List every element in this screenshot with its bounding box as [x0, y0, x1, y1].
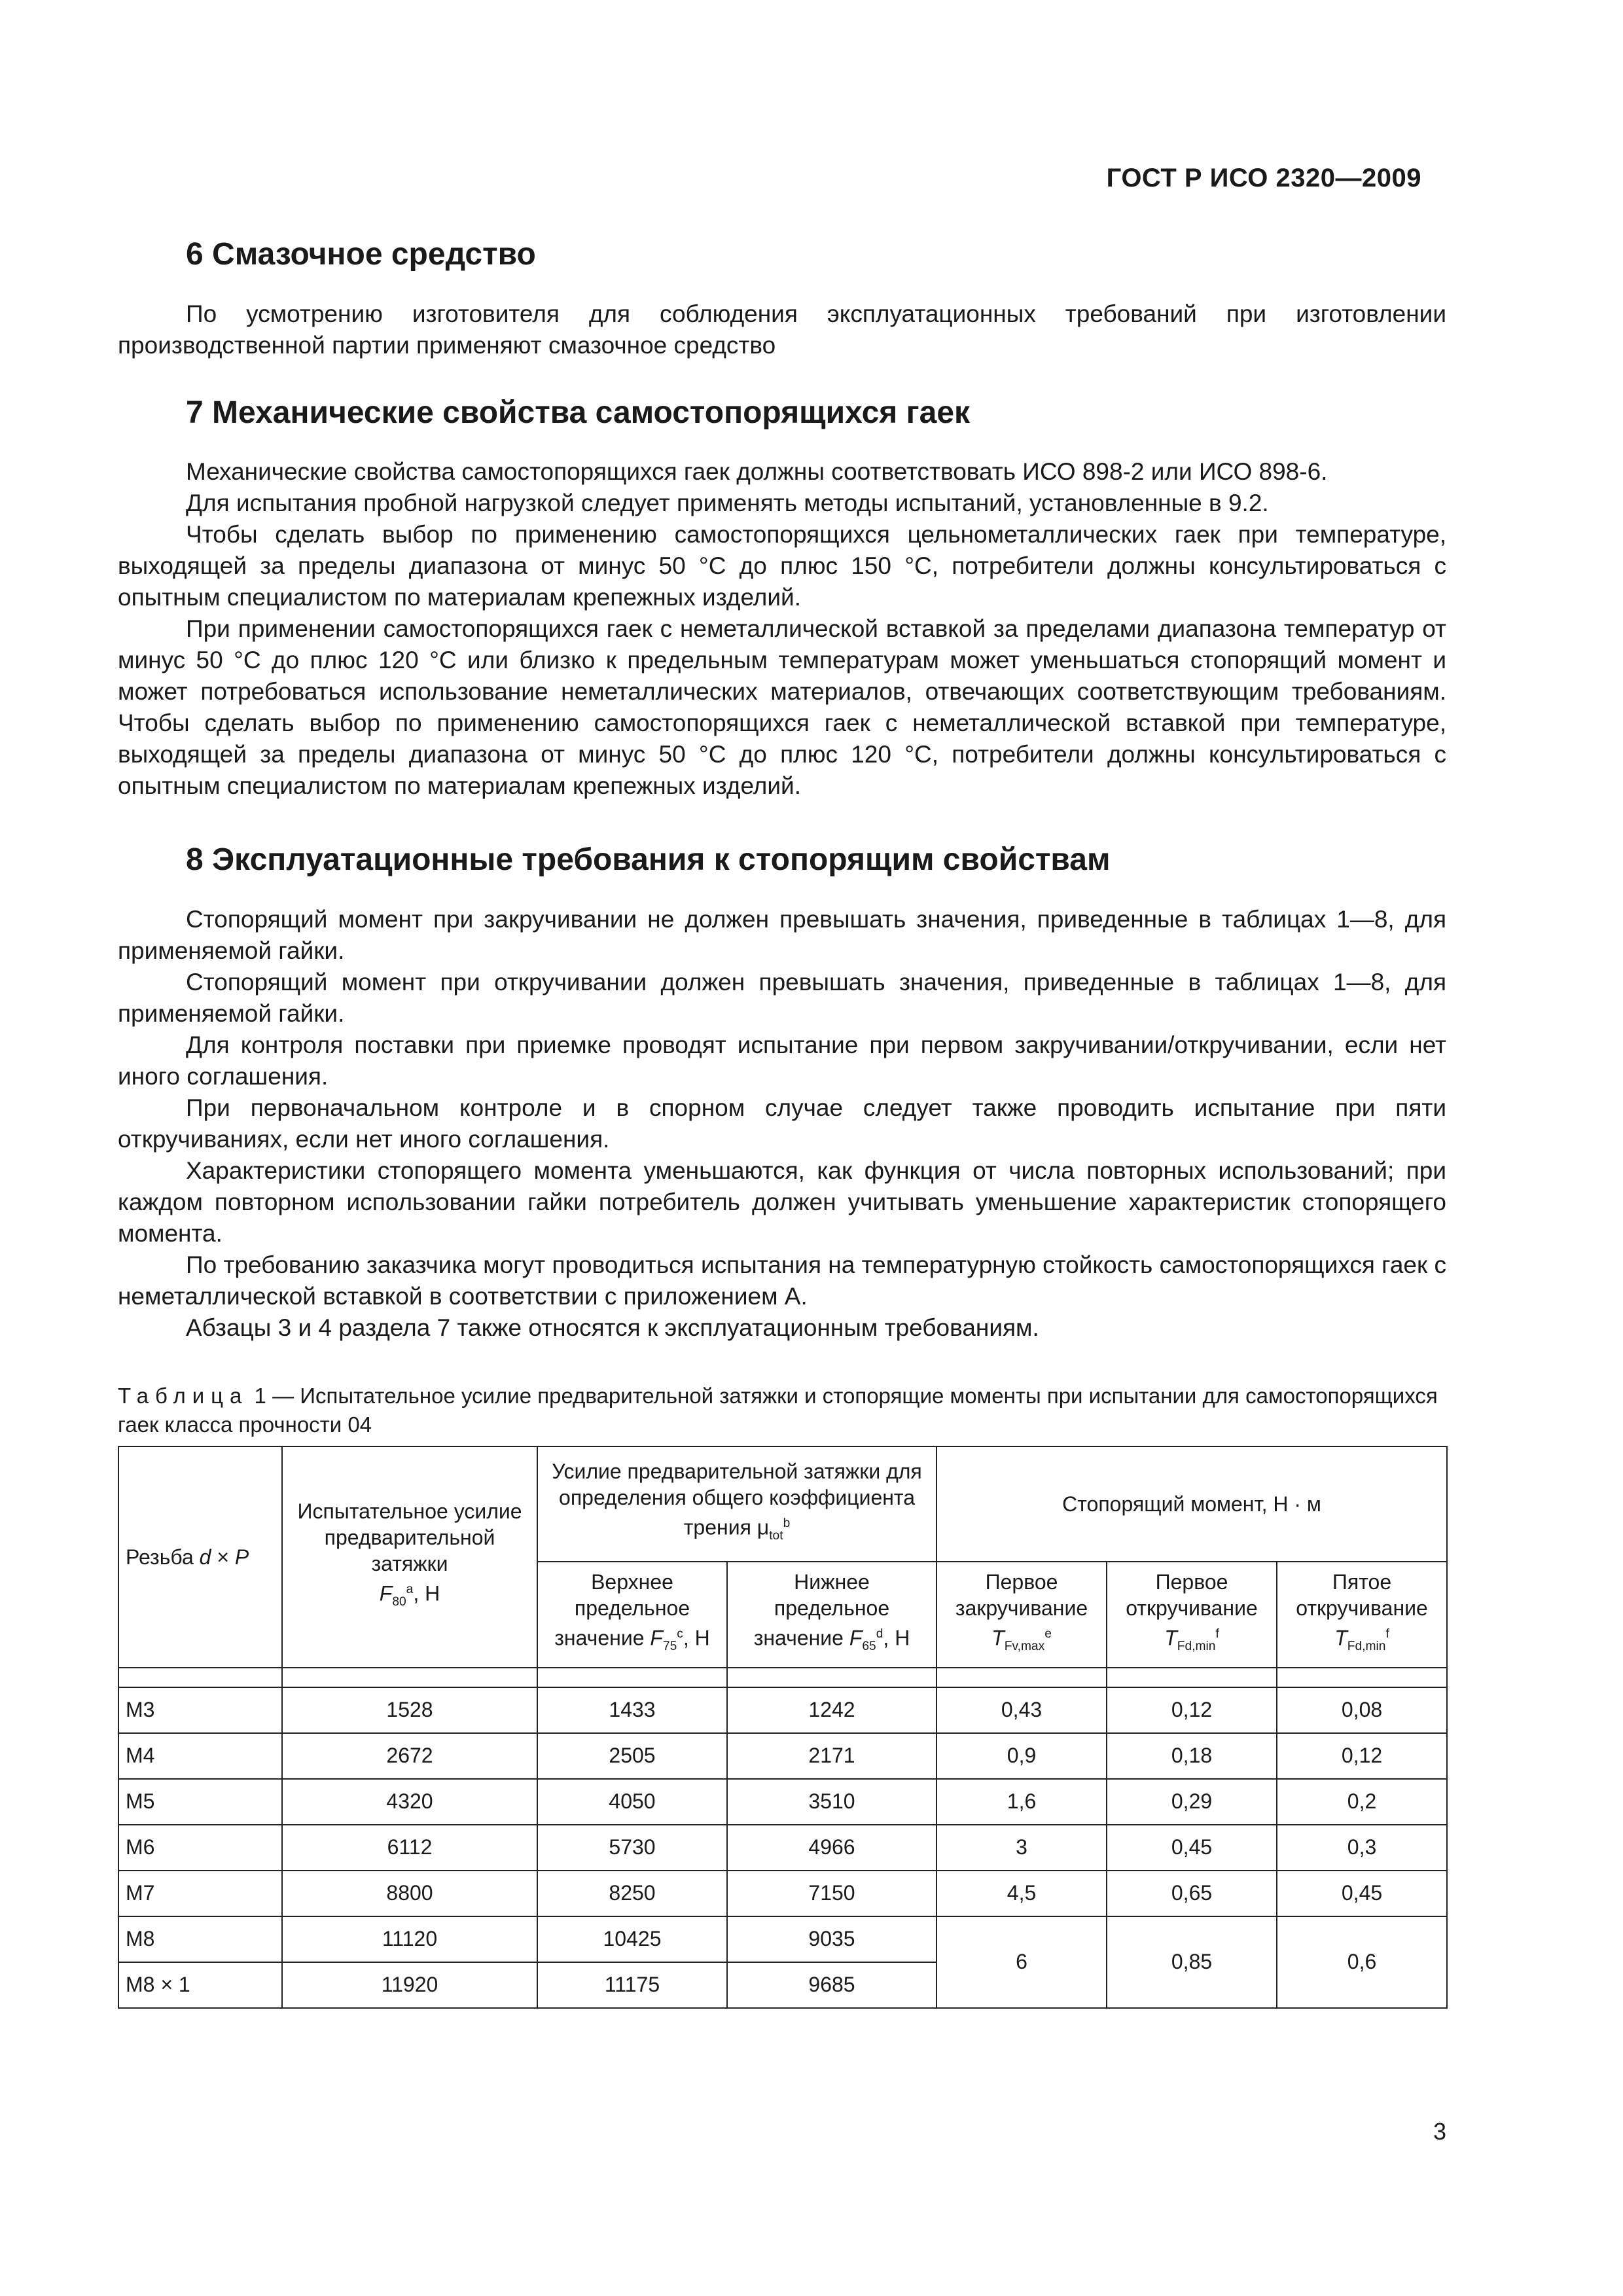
- cell-f65: 3510: [727, 1779, 936, 1825]
- cell-first-loosening: 0,65: [1107, 1871, 1277, 1916]
- cell-thread: М6: [118, 1825, 282, 1871]
- cell-f80: 8800: [282, 1871, 537, 1916]
- paragraph: Механические свойства самостопорящихся гаек должны соответствовать ИСО 898-2 или ИСО 898-6.: [186, 458, 1328, 486]
- cell-f65: 9685: [727, 1962, 936, 2008]
- cell-fifth-loosening: 0,3: [1277, 1825, 1447, 1871]
- table-1-caption: [118, 1382, 1446, 1439]
- paragraph: По усмотрению изготовителя для соблюдения эксплуатационных требований при изготовлении производственной партии применяют смазочное средство: [118, 300, 1446, 359]
- section-7-title: 7 Механические свойства самостопорящихся гаек: [186, 395, 971, 430]
- paragraph: При применении самостопорящихся гаек с неметаллической вставкой за пределами диапазона температур от минус 50 °С до плюс 120 °С или близко к предельным температурам может уменьшаться стопорящий момент и может потребоваться использование неметаллических материалов, отвечающих соответствующим требованиям. Чтобы сделать выбор по применению самостопорящихся гаек с неметаллической вставкой при температуре, выходящей за пределы диапазона от минус 50 °С до плюс 120 °С, потребители должны консультироваться с опытным специалистом по материалам крепежных изделий.: [118, 615, 1446, 800]
- header-first-tightening: Первое закручивание $T_{Fv,max}^e$: [936, 1562, 1107, 1668]
- cell-first-tightening: 6: [936, 1916, 1107, 2008]
- paragraph: Характеристики стопорящего момента уменьшаются, как функция от числа повторных использований; при каждом повторном использовании гайки потребитель должен учитывать уменьшение характеристик стопорящего момента.: [118, 1157, 1446, 1247]
- cell-fifth-loosening: 0,6: [1277, 1916, 1447, 2008]
- table-row: [118, 1733, 1447, 1779]
- cell-thread: М8: [118, 1916, 282, 1962]
- cell-thread: М5: [118, 1779, 282, 1825]
- table-row: [118, 1916, 1447, 1962]
- cell-f80: 6112: [282, 1825, 537, 1871]
- table-row: [118, 1871, 1447, 1916]
- header-spacer-row: [118, 1668, 1447, 1687]
- cell-thread: М4: [118, 1733, 282, 1779]
- header-preload-group: Усилие предварительной затяжки для определения общего коэффициента трения $\mu_{tot}^b$: [537, 1446, 936, 1562]
- header-first-loosening: Первое откручивание $T_{Fd,min}^f$: [1107, 1562, 1277, 1668]
- table-1: [118, 1446, 1448, 2009]
- cell-first-loosening: 0,12: [1107, 1687, 1277, 1733]
- header-fifth-loosening: Пятое откручивание $T_{Fd,min}^f$: [1277, 1562, 1447, 1668]
- cell-fifth-loosening: 0,2: [1277, 1779, 1447, 1825]
- cell-f80: 11920: [282, 1962, 537, 2008]
- cell-first-tightening: 0,9: [936, 1733, 1107, 1779]
- paragraph: Стопорящий момент при откручивании должен превышать значения, приведенные в таблицах 1—8, для применяемой гайки.: [118, 968, 1446, 1027]
- cell-thread: М3: [118, 1687, 282, 1733]
- cell-f65: 2171: [727, 1733, 936, 1779]
- cell-f80: 11120: [282, 1916, 537, 1962]
- paragraph: Для испытания пробной нагрузкой следует применять методы испытаний, установленные в 9.2.: [186, 490, 1269, 517]
- cell-f75: 11175: [537, 1962, 727, 2008]
- document-code: ГОСТ Р ИСО 2320—2009: [1106, 164, 1421, 192]
- header-test-force: Испытательное усилие предварительной затяжки $F_{80}^a$, Н: [282, 1446, 537, 1668]
- cell-f75: 10425: [537, 1916, 727, 1962]
- section-6-title: 6 Смазочное средство: [186, 237, 536, 272]
- cell-first-tightening: 3: [936, 1825, 1107, 1871]
- cell-first-tightening: 4,5: [936, 1871, 1107, 1916]
- header-thread: Резьба d × P: [118, 1446, 282, 1668]
- cell-first-loosening: 0,18: [1107, 1733, 1277, 1779]
- cell-f75: 5730: [537, 1825, 727, 1871]
- cell-fifth-loosening: 0,12: [1277, 1733, 1447, 1779]
- table-row: [118, 1825, 1447, 1871]
- table-caption-label: Таблица: [118, 1383, 249, 1408]
- cell-first-loosening: 0,29: [1107, 1779, 1277, 1825]
- cell-first-loosening: 0,45: [1107, 1825, 1277, 1871]
- paragraph: Для контроля поставки при приемке проводят испытание при первом закручивании/откручивании, если нет иного соглашения.: [118, 1031, 1446, 1090]
- header-upper-limit: Верхнее предельное значение $F_{75}^c$, Н: [537, 1562, 727, 1668]
- cell-thread: М7: [118, 1871, 282, 1916]
- paragraph: Абзацы 3 и 4 раздела 7 также относятся к эксплуатационным требованиям.: [186, 1314, 1039, 1341]
- cell-f65: 9035: [727, 1916, 936, 1962]
- cell-f75: 4050: [537, 1779, 727, 1825]
- cell-f80: 1528: [282, 1687, 537, 1733]
- cell-f75: 2505: [537, 1733, 727, 1779]
- cell-f80: 4320: [282, 1779, 537, 1825]
- cell-first-tightening: 0,43: [936, 1687, 1107, 1733]
- page-number: 3: [1433, 2118, 1446, 2145]
- page-content: [118, 236, 1446, 2009]
- paragraph: Чтобы сделать выбор по применению самостопорящихся цельнометаллических гаек при температуре, выходящей за пределы диапазона от минус 50 °С до плюс 150 °С, потребители должны консультироваться с опытным специалистом по материалам крепежных изделий.: [118, 521, 1446, 611]
- cell-f65: 4966: [727, 1825, 936, 1871]
- cell-fifth-loosening: 0,45: [1277, 1871, 1447, 1916]
- header-torque-group: Стопорящий момент, Н · м: [936, 1446, 1447, 1562]
- table-row: [118, 1687, 1447, 1733]
- cell-f65: 1242: [727, 1687, 936, 1733]
- paragraph: Стопорящий момент при закручивании не должен превышать значения, приведенные в таблицах 1—8, для применяемой гайки.: [118, 905, 1446, 964]
- header-lower-limit: Нижнее предельное значение $F_{65}^d$, Н: [727, 1562, 936, 1668]
- section-8-title: 8 Эксплуатационные требования к стопорящим свойствам: [186, 842, 1111, 878]
- table-row: [118, 1779, 1447, 1825]
- cell-f75: 8250: [537, 1871, 727, 1916]
- cell-f75: 1433: [537, 1687, 727, 1733]
- cell-first-loosening: 0,85: [1107, 1916, 1277, 2008]
- table-caption-text: 1 — Испытательное усилие предварительной затяжки и стопорящие моменты при испытании для самостопорящихся гаек класса прочности 04: [118, 1383, 1438, 1437]
- cell-f65: 7150: [727, 1871, 936, 1916]
- paragraph: При первоначальном контроле и в спорном случае следует также проводить испытание при пяти откручиваниях, если нет иного соглашения.: [118, 1094, 1446, 1153]
- cell-fifth-loosening: 0,08: [1277, 1687, 1447, 1733]
- cell-thread: М8 × 1: [118, 1962, 282, 2008]
- cell-f80: 2672: [282, 1733, 537, 1779]
- cell-first-tightening: 1,6: [936, 1779, 1107, 1825]
- paragraph: По требованию заказчика могут проводиться испытания на температурную стойкость самостопорящихся гаек с неметаллической вставкой в соответствии с приложением А.: [118, 1251, 1446, 1310]
